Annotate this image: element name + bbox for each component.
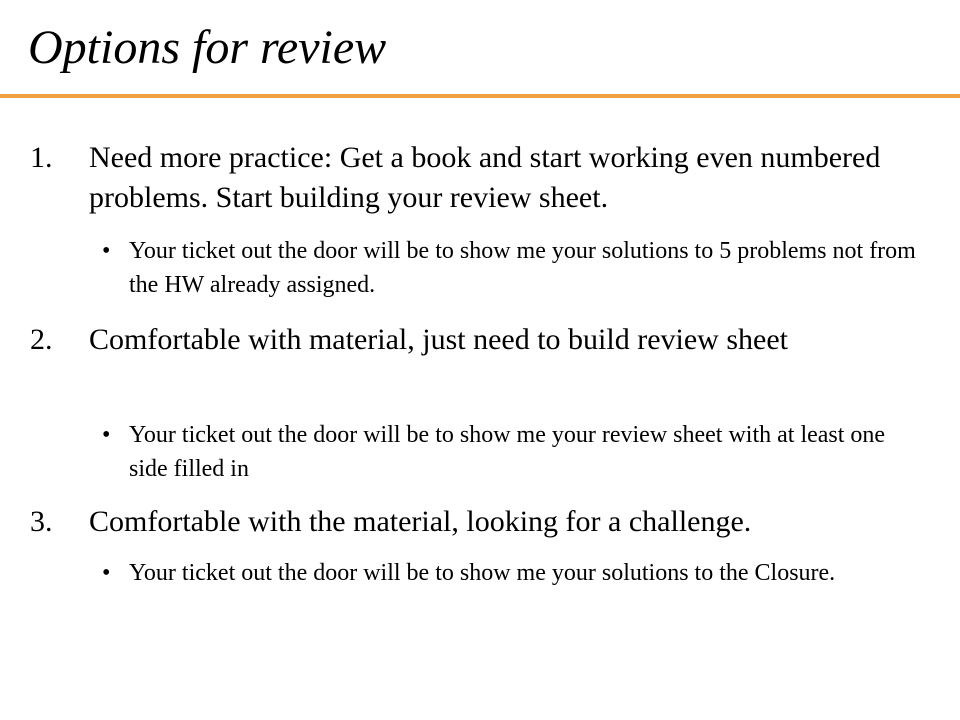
sub-bullet-text: Your ticket out the door will be to show me your solutions to the Closure.: [129, 560, 836, 586]
slide-title: Options for review: [28, 21, 387, 74]
list-item-text: Comfortable with the material, looking for a challenge.: [89, 505, 752, 538]
sub-bullet-text: Your ticket out the door will be to show me your solutions to 5 problems not from the HW already assigned.: [129, 238, 916, 298]
bullet-icon: •: [102, 422, 111, 448]
list-number: 3.: [30, 505, 53, 538]
list-number: 1.: [30, 141, 53, 174]
list-item-text: Comfortable with material, just need to build review sheet: [89, 323, 788, 356]
bullet-icon: •: [102, 560, 111, 586]
title-divider: [0, 94, 960, 98]
list-number: 2.: [30, 323, 53, 356]
list-item-text: Need more practice: Get a book and start working even numbered problems. Start building your review sheet.: [89, 141, 881, 214]
bullet-icon: •: [102, 238, 111, 264]
sub-bullet-text: Your ticket out the door will be to show me your review sheet with at least one side filled in: [129, 422, 886, 482]
